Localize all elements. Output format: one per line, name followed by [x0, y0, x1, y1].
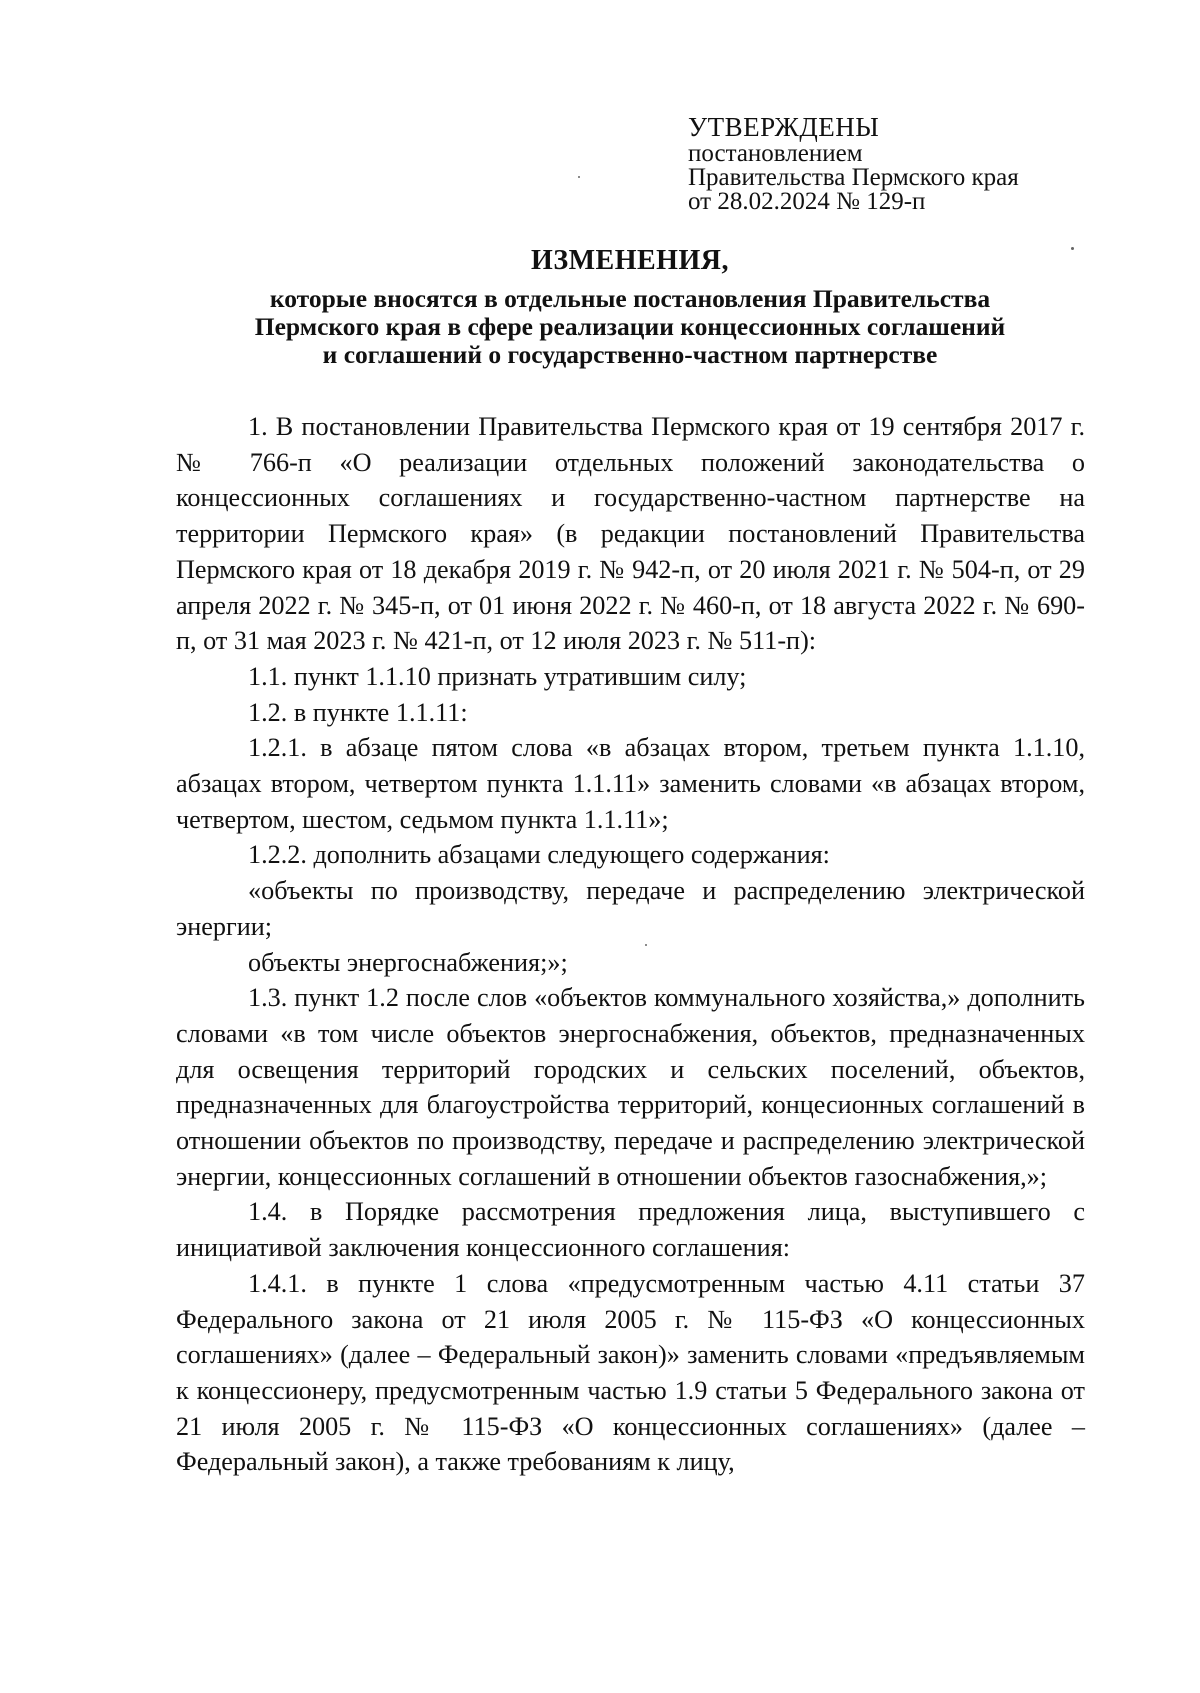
- paragraph: объекты энергоснабжения;»;: [248, 947, 568, 977]
- heading-title: ИЗМЕНЕНИЯ,: [531, 245, 729, 276]
- approval-line-3: от 28.02.2024 № 129-п: [688, 188, 926, 215]
- paragraph: 1.2.1. в абзаце пятом слова «в абзацах втором, третьем пункта 1.1.10, абзацах втором, четвертом пункта 1.1.11» заменить словами «в абзацах втором, четвертом, шестом, седьмом пункта 1.1.11»;: [176, 733, 1085, 834]
- heading-subtitle-line-1: которые вносятся в отдельные постановления Правительства: [269, 284, 991, 313]
- heading-subtitle-line-2: Пермского края в сфере реализации концессионных соглашений: [254, 312, 1006, 341]
- paragraph: 1.2. в пункте 1.1.11:: [248, 697, 468, 727]
- heading-subtitle-line-3: и соглашений о государственно-частном партнерстве: [322, 340, 938, 369]
- approval-line-1: постановлением: [688, 140, 863, 167]
- paragraph: 1.4. в Порядке рассмотрения предложения лица, выступившего с инициативой заключения концессионного соглашения:: [176, 1197, 1085, 1263]
- approval-stamp: [688, 112, 1148, 214]
- document-heading: [170, 243, 1090, 369]
- paragraph: 1. В постановлении Правительства Пермского края от 19 сентября 2017 г. № 766-п «О реализации отдельных положений законодательства о концессионных соглашениях и государственно-частном партнерстве на территории Пермского края» (в редакции постановлений Правительства Пермского края от 18 декабря 2019 г. № 942-п, от 20 июля 2021 г. № 504-п, от 29 апреля 2022 г. № 345-п, от 01 июня 2022 г. № 460-п, от 18 августа 2022 г. № 690-п, от 31 мая 2023 г. № 421-п, от 12 июля 2023 г. № 511-п):: [176, 412, 1085, 656]
- paragraph: «объекты по производству, передаче и распределению электрической энергии;: [176, 876, 1085, 941]
- paragraph: 1.1. пункт 1.1.10 признать утратившим силу;: [248, 661, 747, 691]
- paragraph: 1.2.2. дополнить абзацами следующего содержания:: [248, 840, 830, 870]
- approval-title: УТВЕРЖДЕНЫ: [688, 112, 880, 142]
- approval-line-2: Правительства Пермского края: [688, 164, 1019, 191]
- paragraph: 1.4.1. в пункте 1 слова «предусмотренным частью 4.11 статьи 37 Федерального закона от 21 июля 2005 г. № 115-ФЗ «О концессионных соглашениях» (далее – Федеральный закон)» заменить словами «предъявляемым к концессионеру, предусмотренным частью 1.9 статьи 5 Федерального закона от 21 июля 2005 г. № 115-ФЗ «О концессионных соглашениях» (далее – Федеральный закон), а также требованиям к лицу,: [176, 1268, 1085, 1477]
- scan-speck: [1071, 247, 1074, 250]
- heading-subtitle: [170, 285, 1090, 369]
- paragraph: 1.3. пункт 1.2 после слов «объектов коммунального хозяйства,» дополнить словами «в том числе объектов энергоснабжения, объектов, предназначенных для освещения территорий городских и сельских поселений, объектов, предназначенных для благоустройства территорий, концесионных соглашений в отношении объектов по производству, передаче и распределению электрической энергии, концессионных соглашений в отношении объектов газоснабжения,»;: [176, 983, 1085, 1191]
- document-body: [176, 409, 1085, 1480]
- scan-speck: [645, 944, 647, 946]
- scan-speck: [578, 176, 580, 178]
